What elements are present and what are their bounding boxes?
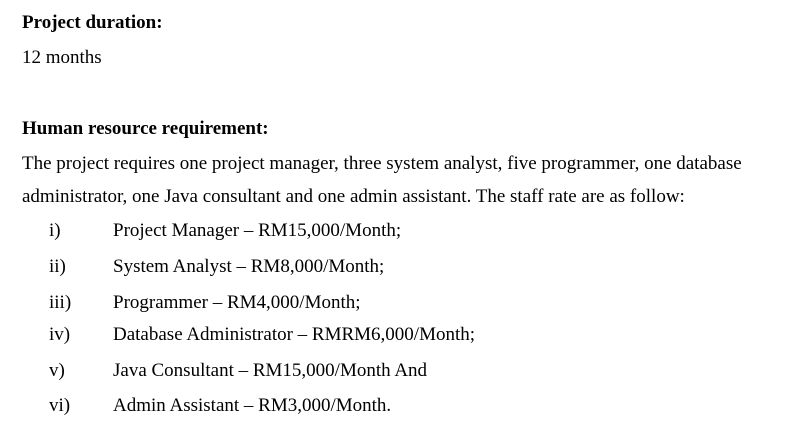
list-marker: v) bbox=[49, 360, 65, 381]
list-marker: ii) bbox=[49, 256, 66, 277]
list-marker: i) bbox=[49, 220, 61, 241]
staff-rate-item-java-consultant bbox=[0, 359, 792, 383]
staff-rate-item-system-analyst bbox=[0, 255, 792, 279]
list-item-text: Java Consultant – RM15,000/Month And bbox=[113, 360, 428, 381]
requirement-paragraph-line-2: administrator, one Java consultant and one admin assistant. The staff rate are as follow: bbox=[22, 186, 685, 207]
staff-rate-item-admin-assistant bbox=[0, 394, 792, 418]
list-marker: iii) bbox=[49, 292, 72, 313]
staff-rate-item-database-administrator bbox=[0, 323, 792, 347]
list-item-text: Admin Assistant – RM3,000/Month. bbox=[113, 395, 392, 416]
human-resource-heading: Human resource requirement: bbox=[22, 118, 269, 139]
project-duration-value: 12 months bbox=[22, 47, 102, 68]
list-item-text: System Analyst – RM8,000/Month; bbox=[113, 256, 385, 277]
staff-rate-item-programmer bbox=[0, 291, 792, 315]
list-marker: vi) bbox=[49, 395, 71, 416]
project-duration-heading: Project duration: bbox=[22, 12, 163, 33]
staff-rate-item-project-manager bbox=[0, 219, 792, 243]
list-item-text: Programmer – RM4,000/Month; bbox=[113, 292, 361, 313]
list-marker: iv) bbox=[49, 324, 71, 345]
list-item-text: Database Administrator – RMRM6,000/Month; bbox=[113, 324, 476, 345]
requirement-paragraph-line-1: The project requires one project manager, three system analyst, five programmer, one database bbox=[22, 153, 742, 174]
list-item-text: Project Manager – RM15,000/Month; bbox=[113, 220, 402, 241]
